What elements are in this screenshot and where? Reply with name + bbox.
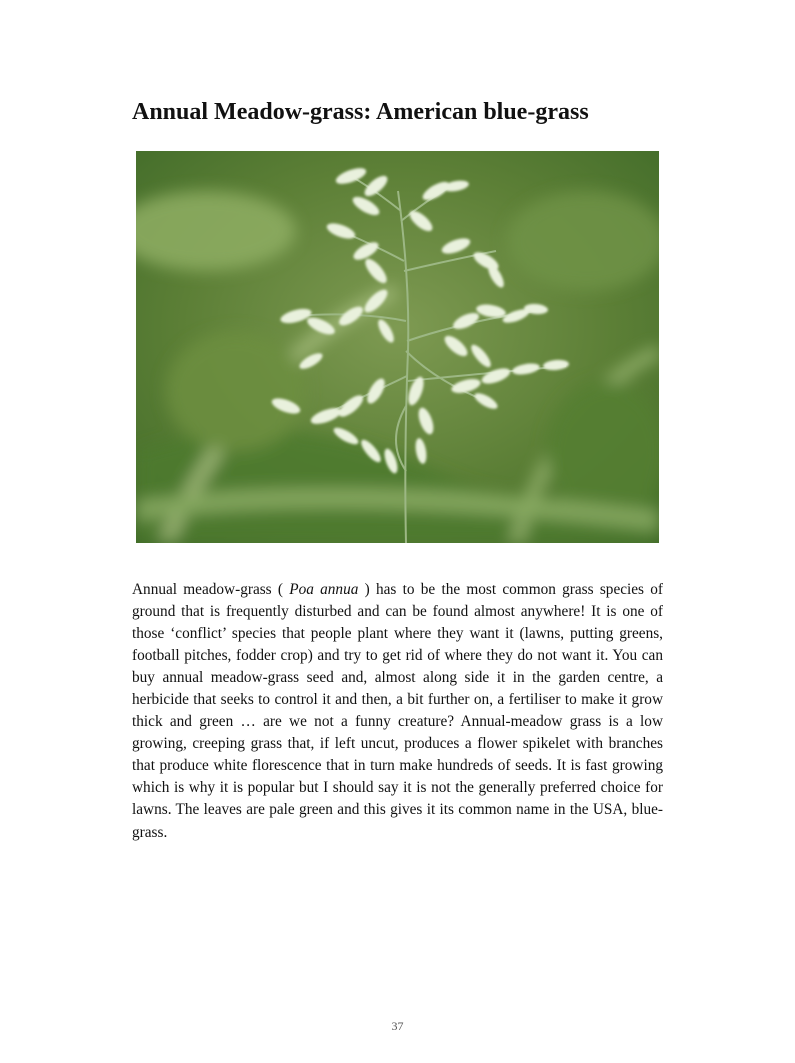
- page-number: 37: [391, 1019, 404, 1033]
- species-name: Poa annua: [289, 581, 359, 598]
- body-paragraph: [132, 579, 663, 844]
- grass-photo: [136, 151, 659, 543]
- paragraph-body: ) has to be the most common grass species of ground that is frequently disturbed and can be found almost anywhere! It is one of those ‘conflict’ species that people plant where they want it (lawns, putting greens, football pitches, fodder crop) and try to get rid of where they do not want it. You can buy annual meadow-grass seed and, almost along side it in the garden centre, a herbicide that seeks to control it and then, a bit further on, a fertiliser to make it grow thick and green … are we not a funny creature? Annual-meadow grass is a low growing, creeping grass that, if left uncut, produces a flower spikelet with branches that produce white florescence that in turn make hundreds of seeds. It is fast growing which is why it is popular but I should say it is not the generally preferred choice for lawns. The leaves are pale green and this gives it its common name in the USA, blue-grass.: [132, 581, 664, 841]
- paragraph-intro: Annual meadow-grass (: [132, 581, 290, 598]
- page-title: Annual Meadow-grass: American blue-grass: [132, 99, 589, 125]
